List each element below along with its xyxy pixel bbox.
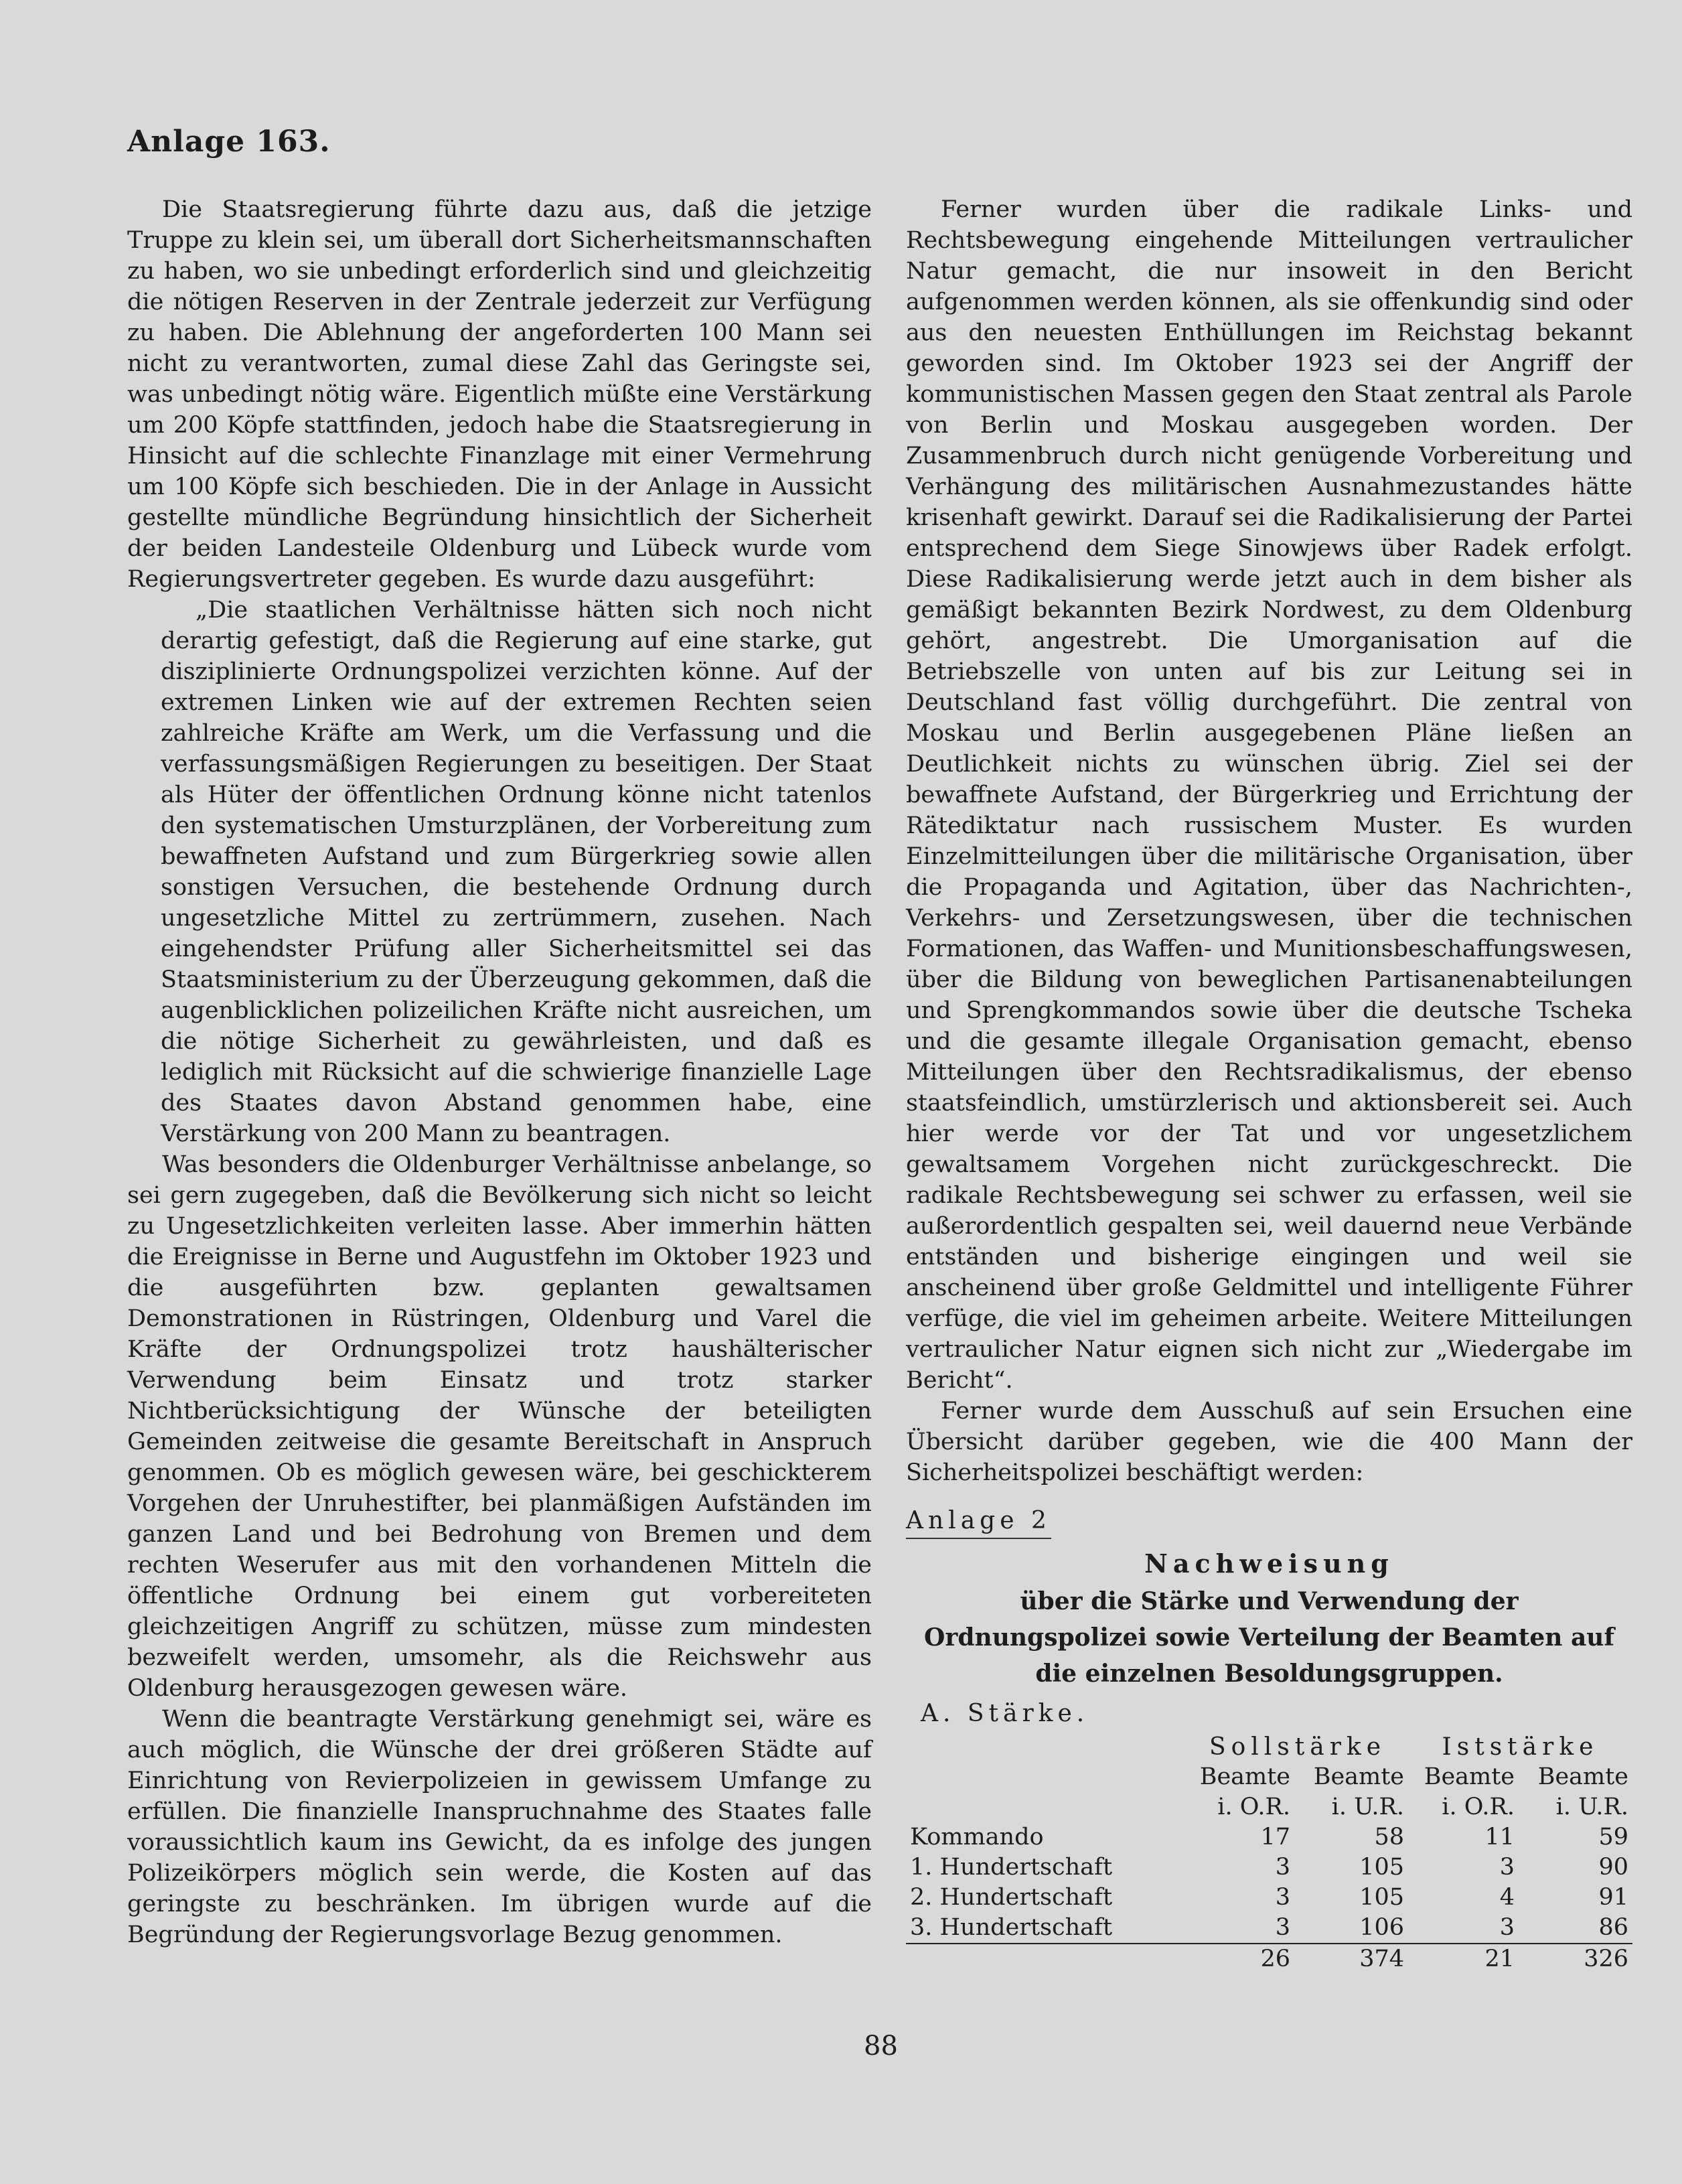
table-cell: 3 xyxy=(1499,1854,1515,1881)
table-cell: 3 xyxy=(1275,1884,1290,1911)
table-column-header xyxy=(906,1762,1632,1792)
total-cell: 374 xyxy=(1294,1944,1408,1974)
paragraph: Ferner wurden über die radikale Links- und Rechtsbewegung eingehende Mitteilungen vertraulicher Natur gemacht, die nur insoweit in den Bericht aufgenommen werden können, als sie offenkundig sind oder aus den neuesten Enthüllungen im Reichstag bekannt geworden sind. Im Oktober 1923 sei der Angriff der kommunistischen Massen gegen den Staat zentral als Parole von Berlin und Moskau ausgegeben worden. Der Zusammenbruch durch nicht genügende Vorbereitung und Verhängung des militärischen Ausnahmezustandes hätte krisenhaft gewirkt. Darauf sei die Radikalisierung der Partei entsprechend dem Siege Sinowjews über Radek erfolgt. Diese Radikalisierung werde jetzt auch in dem bisher als gemäßigt bekannten Bezirk Nordwest, zu dem Oldenburg gehört, angestrebt. Die Umorganisation auf die Betriebszelle von unten auf bis zur Leitung sei in Deutschland fast völlig durchgeführt. Die zentral von Moskau und Berlin ausgegebenen Pläne ließen an Deutlichkeit nichts zu wünschen übrig. Ziel sei der bewaffnete Aufstand, der Bürgerkrieg und Errichtung der Rätediktatur nach russischem Muster. Es wurden Einzelmitteilungen über die militärische Organisation, über die Propaganda und Agitation, über das Nachrichten-, Verkehrs- und Zersetzungswesen, über die technischen Formationen, das Waffen- und Munitionsbeschaffungswesen, über die Bildung von beweglichen Partisanenabteilungen und Sprengkommandos sowie über die deutsche Tscheka und die gesamte illegale Organisation gemacht, ebenso Mitteilungen über den Rechtsradikalismus, der ebenso staatsfeindlich, umstürzlerisch und aktionsbereit sei. Auch hier werde vor der Tat und vor ungesetzlichem gewaltsamem Vorgehen nicht zurückgeschreckt. Die radikale Rechtsbewegung sei schwer zu erfassen, weil sie außerordentlich gespalten sei, weil dauernd neue Verbände entständen und bisherige eingingen und weil sie anscheinend über große Geldmittel und intelligente Führer verfüge, die viel im geheimen arbeite. Weitere Mitteilungen vertraulicher Natur eignen sich nicht zur „Wiedergabe im Bericht“. xyxy=(906,196,1632,1394)
table-row xyxy=(906,1913,1632,1944)
table-cell: 86 xyxy=(1598,1914,1628,1941)
paragraph: Ferner wurde dem Ausschuß auf sein Ersuchen eine Übersicht darüber gegeben, wie die 400 Mann der Sicherheitspolizei beschäftigt werden: xyxy=(906,1398,1632,1486)
paragraph: Die Staatsregierung führte dazu aus, daß die jetzige Truppe zu klein sei, um überall dort Sicherheitsmannschaften zu haben, wo sie unbedingt erforderlich sind und gleichzeitig die nötigen Reserven in der Zentrale jederzeit zur Verfügung zu haben. Die Ablehnung der angeforderten 100 Mann sei nicht zu verantworten, zumal diese Zahl das Geringste sei, was unbedingt nötig wäre. Eigentlich müßte eine Verstärkung um 200 Köpfe stattfinden, jedoch habe die Staatsregierung in Hinsicht auf die schlechte Finanzlage mit einer Vermehrung um 100 Köpfe sich beschieden. Die in der Anlage in Aussicht gestellte mündliche Begründung hinsichtlich der Sicherheit der beiden Landesteile Oldenburg und Lübeck wurde vom Regierungsvertreter gegeben. Es wurde dazu ausgeführt: xyxy=(127,196,872,593)
column-header: i. U.R. xyxy=(1555,1794,1628,1820)
total-cell: 21 xyxy=(1408,1944,1519,1974)
total-cell: 26 xyxy=(1187,1944,1294,1974)
staerke-table xyxy=(906,1732,1632,1974)
paragraph: Wenn die beantragte Verstärkung genehmigt sei, wäre es auch möglich, die Wünsche der drei größeren Städte auf Einrichtung von Revierpolizeien in gewissem Umfange zu erfüllen. Die finanzielle Inanspruchnahme des Staates falle voraussichtlich kaum ins Gewicht, da es infolge des jungen Polizeikörpers möglich sein werde, die Kosten auf das geringste zu beschränken. Im übrigen wurde auf die Begründung der Regierungsvorlage Bezug genommen. xyxy=(127,1706,872,1948)
table-column-header xyxy=(906,1792,1632,1822)
column-header: i. U.R. xyxy=(1331,1794,1404,1820)
table-row xyxy=(906,1822,1632,1852)
table-cell: 11 xyxy=(1484,1824,1515,1850)
table-group-header xyxy=(906,1732,1632,1762)
page-number: 88 xyxy=(864,2031,898,2061)
table-cell: 106 xyxy=(1359,1914,1404,1941)
column-header: i. O.R. xyxy=(1442,1794,1515,1820)
row-label: Kommando xyxy=(910,1824,1044,1850)
table-total-row xyxy=(906,1944,1632,1974)
table-row xyxy=(906,1883,1632,1913)
page-title: Anlage 163. xyxy=(127,125,331,159)
table-cell: 3 xyxy=(1275,1854,1290,1881)
right-column xyxy=(906,194,1632,1974)
total-cell: 326 xyxy=(1519,1944,1632,1974)
group-header-ist: Iststärke xyxy=(1442,1733,1599,1761)
column-header: i. O.R. xyxy=(1217,1794,1290,1820)
nachweisung-title: Nachweisung xyxy=(1144,1548,1394,1579)
table-cell: 90 xyxy=(1598,1854,1628,1881)
table-cell: 3 xyxy=(1499,1914,1515,1941)
quoted-paragraph: „Die staatlichen Verhältnisse hätten sich noch nicht derartig gefestigt, daß die Regierung auf eine starke, gut disziplinierte Ordnungspolizei verzichten könne. Auf der extremen Linken wie auf der extremen Rechten seien zahlreiche Kräfte am Werk, um die Verfassung und die verfassungsmäßigen Regierungen zu beseitigen. Der Staat als Hüter der öffentlichen Ordnung könne nicht tatenlos den systematischen Umsturzplänen, der Vorbereitung zum bewaffneten Aufstand und zum Bürgerkrieg sowie allen sonstigen Versuchen, die bestehende Ordnung durch ungesetzliche Mittel zu zertrümmern, zusehen. Nach eingehendster Prüfung aller Sicherheitsmittel sei das Staatsministerium zu der Überzeugung gekommen, daß die augenblicklichen polizeilichen Kräfte nicht ausreichen, um die nötige Sicherheit zu gewährleisten, und daß es lediglich mit Rücksicht auf die schwierige finanzielle Lage des Staates davon Abstand genommen habe, eine Verstärkung von 200 Mann zu beantragen. xyxy=(161,597,872,1147)
section-heading: A. Stärke. xyxy=(921,1700,1089,1727)
table-cell: 59 xyxy=(1598,1824,1628,1850)
row-label: 2. Hundertschaft xyxy=(910,1884,1113,1911)
paragraph: Was besonders die Oldenburger Verhältnisse anbelange, so sei gern zugegeben, daß die Bevölkerung sich nicht so leicht zu Ungesetzlichkeiten verleiten lasse. Aber immerhin hätten die Ereignisse in Berne und Augustfehn im Oktober 1923 und die ausgeführten bzw. geplanten gewaltsamen Demonstrationen in Rüstringen, Oldenburg und Varel die Kräfte der Ordnungspolizei trotz haushälterischer Verwendung beim Einsatz und trotz starker Nichtberücksichtigung der Wünsche der beteiligten Gemeinden zeitweise die gesamte Bereitschaft in Anspruch genommen. Ob es möglich gewesen wäre, bei geschickterem Vorgehen der Unruhestifter, bei planmäßigen Aufständen im ganzen Land und bei Bedrohung von Bremen und dem rechten Weserufer aus mit den vorhandenen Mitteln die öffentliche Ordnung bei einem gut vorbereiteten gleichzeitigen Angriff zu schützen, müsse zum mindesten bezweifelt werden, umsomehr, als die Reichswehr aus Oldenburg herausgezogen gewesen wäre. xyxy=(127,1151,872,1702)
row-label: 1. Hundertschaft xyxy=(910,1854,1113,1881)
column-header: Beamte xyxy=(1199,1763,1290,1790)
table-cell: 58 xyxy=(1374,1824,1404,1850)
nachweisung-subtitle: über die Stärke und Verwendung der Ordnungspolizei sowie Verteilung der Beamten auf die einzelnen Besoldungsgruppen. xyxy=(924,1587,1614,1688)
anlage-2-label: Anlage 2 xyxy=(906,1506,1051,1539)
table-cell: 91 xyxy=(1598,1884,1628,1911)
table-cell: 4 xyxy=(1499,1884,1515,1911)
row-label: 3. Hundertschaft xyxy=(910,1914,1113,1941)
left-column xyxy=(127,194,872,1950)
table-cell: 17 xyxy=(1260,1824,1290,1850)
table-cell: 3 xyxy=(1275,1914,1290,1941)
column-header: Beamte xyxy=(1424,1763,1515,1790)
table-cell: 105 xyxy=(1359,1854,1404,1881)
group-header-soll: Sollstärke xyxy=(1209,1733,1387,1761)
column-header: Beamte xyxy=(1537,1763,1628,1790)
table-row xyxy=(906,1852,1632,1883)
column-header: Beamte xyxy=(1313,1763,1404,1790)
table-cell: 105 xyxy=(1359,1884,1404,1911)
